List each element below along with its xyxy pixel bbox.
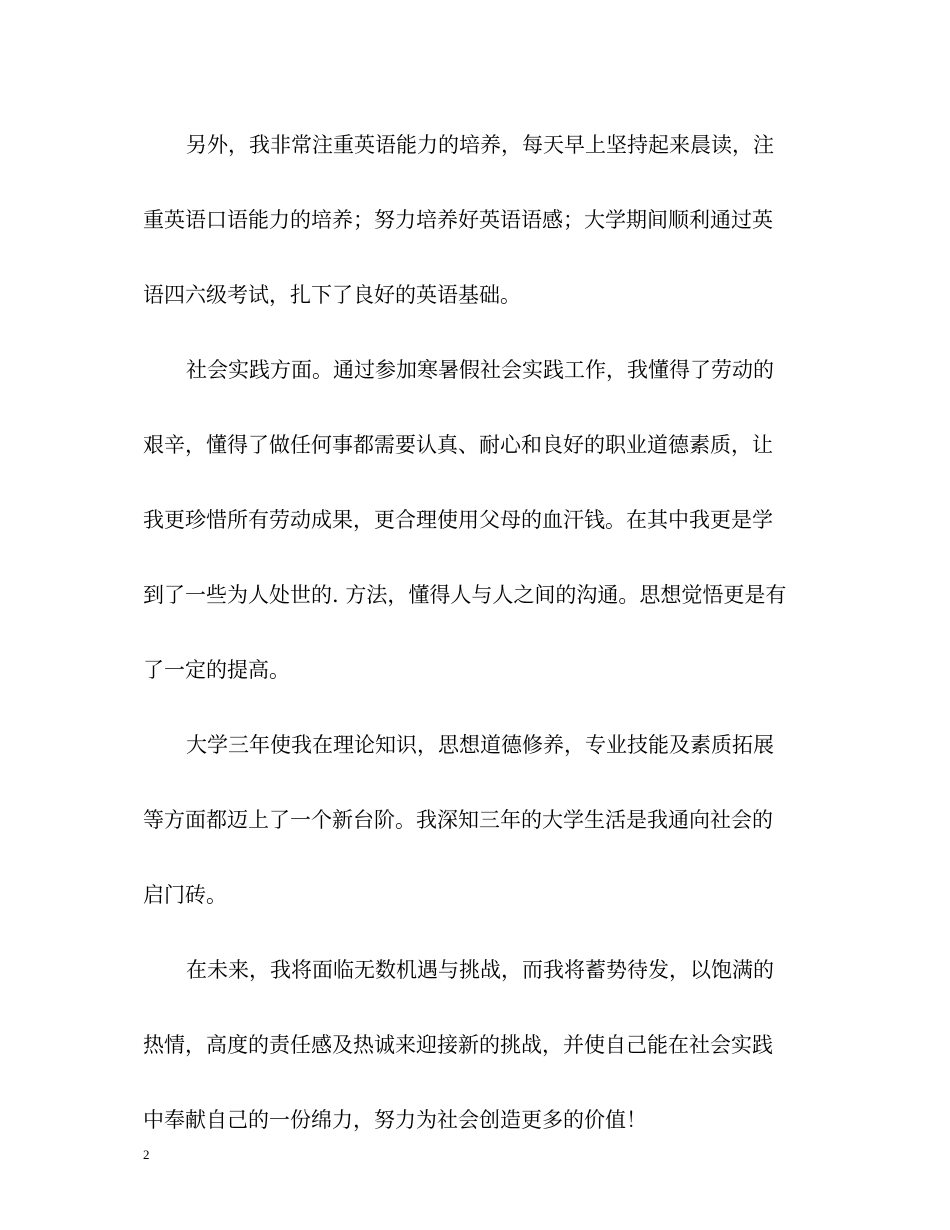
paragraph-line: 艰辛，懂得了做任何事都需要认真、耐心和良好的职业道德素质，让 [143, 433, 773, 457]
page-number: 2 [143, 1147, 150, 1162]
paragraph-line: 社会实践方面。通过参加寒暑假社会实践工作，我懂得了劳动的 [186, 358, 774, 382]
paragraph-line: 热情，高度的责任感及热诚来迎接新的挑战，并使自己能在社会实践 [143, 1033, 773, 1057]
paragraph-three-years [143, 721, 795, 946]
paragraph-line: 到了一些为人处世的. 方法，懂得人与人之间的沟通。思想觉悟更是有 [143, 583, 787, 607]
paragraph-line: 语四六级考试，扎下了良好的英语基础。 [143, 283, 521, 307]
paragraph-line: 了一定的提高。 [143, 658, 290, 682]
paragraph-line: 等方面都迈上了一个新台阶。我深知三年的大学生活是我通向社会的 [143, 808, 773, 832]
paragraph-line: 另外，我非常注重英语能力的培养，每天早上坚持起来晨读，注 [186, 133, 774, 157]
paragraph-line: 我更珍惜所有劳动成果，更合理使用父母的血汗钱。在其中我更是学 [143, 508, 773, 532]
paragraph-line: 大学三年使我在理论知识，思想道德修养，专业技能及素质拓展 [186, 733, 774, 757]
paragraph-line: 启门砖。 [143, 883, 227, 907]
document-body [143, 121, 795, 1171]
paragraph-line: 重英语口语能力的培养；努力培养好英语语感；大学期间顺利通过英 [143, 208, 773, 232]
paragraph-line: 在未来，我将面临无数机遇与挑战，而我将蓄势待发，以饱满的 [186, 958, 774, 982]
paragraph-line: 中奉献自己的一份绵力，努力为社会创造更多的价值！ [143, 1108, 647, 1132]
paragraph-future [143, 946, 795, 1171]
paragraph-english-ability [143, 121, 795, 346]
paragraph-social-practice [143, 346, 795, 721]
